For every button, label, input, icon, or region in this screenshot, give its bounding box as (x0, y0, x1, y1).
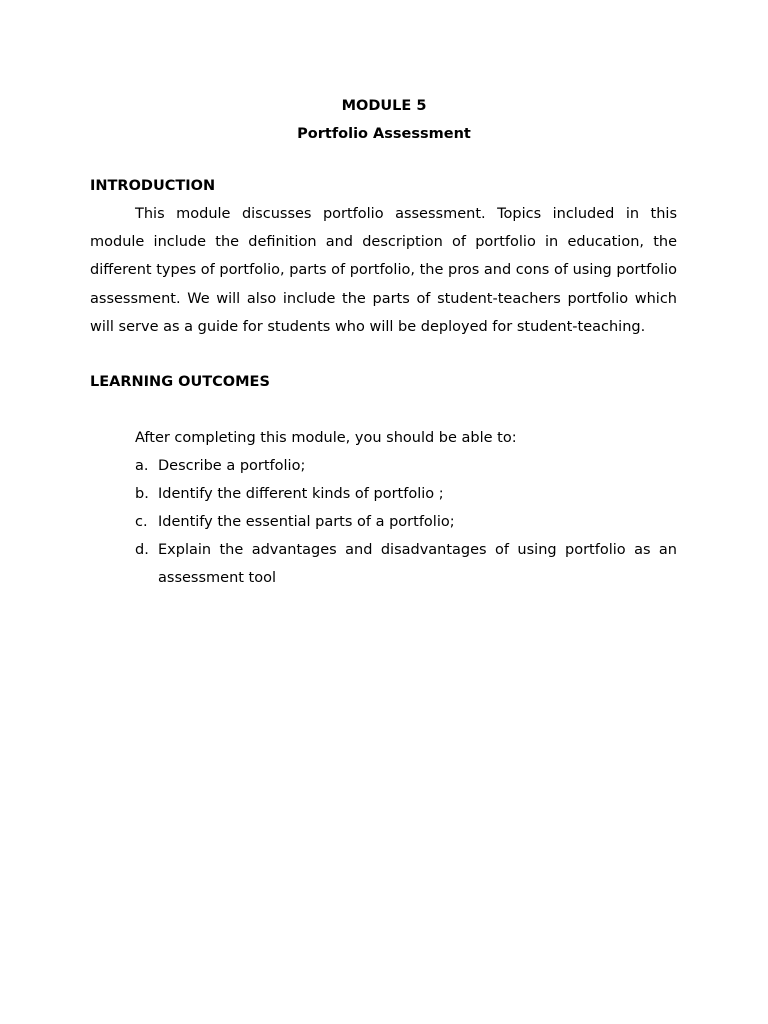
learning-outcomes-heading: LEARNING OUTCOMES (90, 374, 270, 390)
list-marker: a. (135, 458, 149, 474)
list-item-text: Identify the essential parts of a portfolio; (158, 514, 455, 530)
list-marker: d. (135, 542, 149, 558)
list-marker: b. (135, 486, 149, 502)
list-item-text: Describe a portfolio; (158, 458, 306, 474)
outcomes-lead-in: After completing this module, you should be able to: (135, 430, 517, 446)
list-marker: c. (135, 514, 148, 530)
module-number: MODULE 5 (341, 98, 427, 114)
outcomes-list (135, 452, 677, 592)
introduction-heading: INTRODUCTION (90, 178, 216, 194)
introduction-paragraph: This module discusses portfolio assessment. Topics included in this module include the definition and description of portfolio in education, the different types of portfolio, parts of portfolio, the pros and cons of using portfolio assessment. We will also include the parts of student-teachers portfolio which will serve as a guide for students who will be deployed for student-teaching. (90, 206, 677, 335)
list-item (135, 480, 677, 508)
list-item-text: Identify the different kinds of portfolio ; (158, 486, 444, 502)
list-item (135, 536, 677, 592)
title-block (0, 92, 768, 148)
list-item (135, 452, 677, 480)
list-item (135, 508, 677, 536)
list-item-text: Explain the advantages and disadvantages of using portfolio as an assessment tool (158, 542, 677, 586)
module-title: Portfolio Assessment (297, 126, 471, 142)
